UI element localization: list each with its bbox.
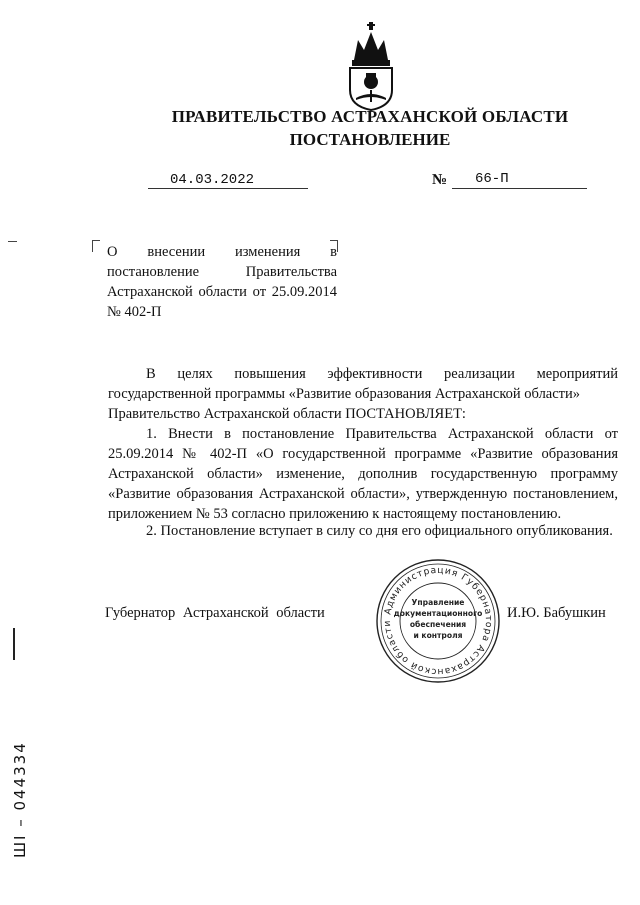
number-label: № xyxy=(432,172,448,188)
margin-fold-mark xyxy=(8,241,17,242)
stamp-line-3: обеспечения xyxy=(409,620,467,629)
document-type: ПОСТАНОВЛЕНИЕ xyxy=(289,130,451,149)
signatory-name: И.Ю. Бабушкин xyxy=(507,605,606,621)
stamp-line-1: Управление xyxy=(411,598,465,607)
paragraph-item-1: 1. Внести в постановление Правительства Астраханской области от 25.09.2014 № 402-П «О государственной программе «Развитие образования Астраханской области» изменение, дополнив государственную программу «Развитие образования Астраханской области», утвержденную постановлением, приложением № 53 согласно приложению к настоящему постановлению. xyxy=(108,426,618,522)
official-stamp xyxy=(375,558,501,684)
paragraph-item-2: 2. Постановление вступает в силу со дня его официального опубликования. xyxy=(146,523,613,539)
margin-tick xyxy=(13,628,15,660)
signatory-title: Губернатор Астраханской области xyxy=(105,605,325,621)
document-subject: О внесении изменения в постановление Правительства Астраханской области от 25.09.2014 № 402-П xyxy=(107,244,337,320)
document-number: 66-П xyxy=(475,171,509,187)
margin-serial-code xyxy=(6,720,32,860)
number-underline xyxy=(452,188,587,189)
stamp-outer-text: Администрация Губернатора Астраханской области xyxy=(381,564,495,678)
subject-corner-left xyxy=(92,240,100,252)
coat-of-arms-icon xyxy=(340,20,402,112)
stamp-line-2: документационного xyxy=(393,609,483,618)
date-underline xyxy=(148,188,308,189)
stamp-line-4: и контроля xyxy=(413,631,463,640)
paragraph-preamble: В целях повышения эффективности реализации мероприятий государственной программы «Развитие образования Астраханской области» xyxy=(108,366,618,402)
organization-title: ПРАВИТЕЛЬСТВО АСТРАХАНСКОЙ ОБЛАСТИ xyxy=(171,107,569,126)
margin-code-text: ШI – 044334 xyxy=(11,741,29,858)
document-date: 04.03.2022 xyxy=(170,172,255,188)
paragraph-resolves: Правительство Астраханской области ПОСТАНОВЛЯЕТ: xyxy=(108,406,466,422)
